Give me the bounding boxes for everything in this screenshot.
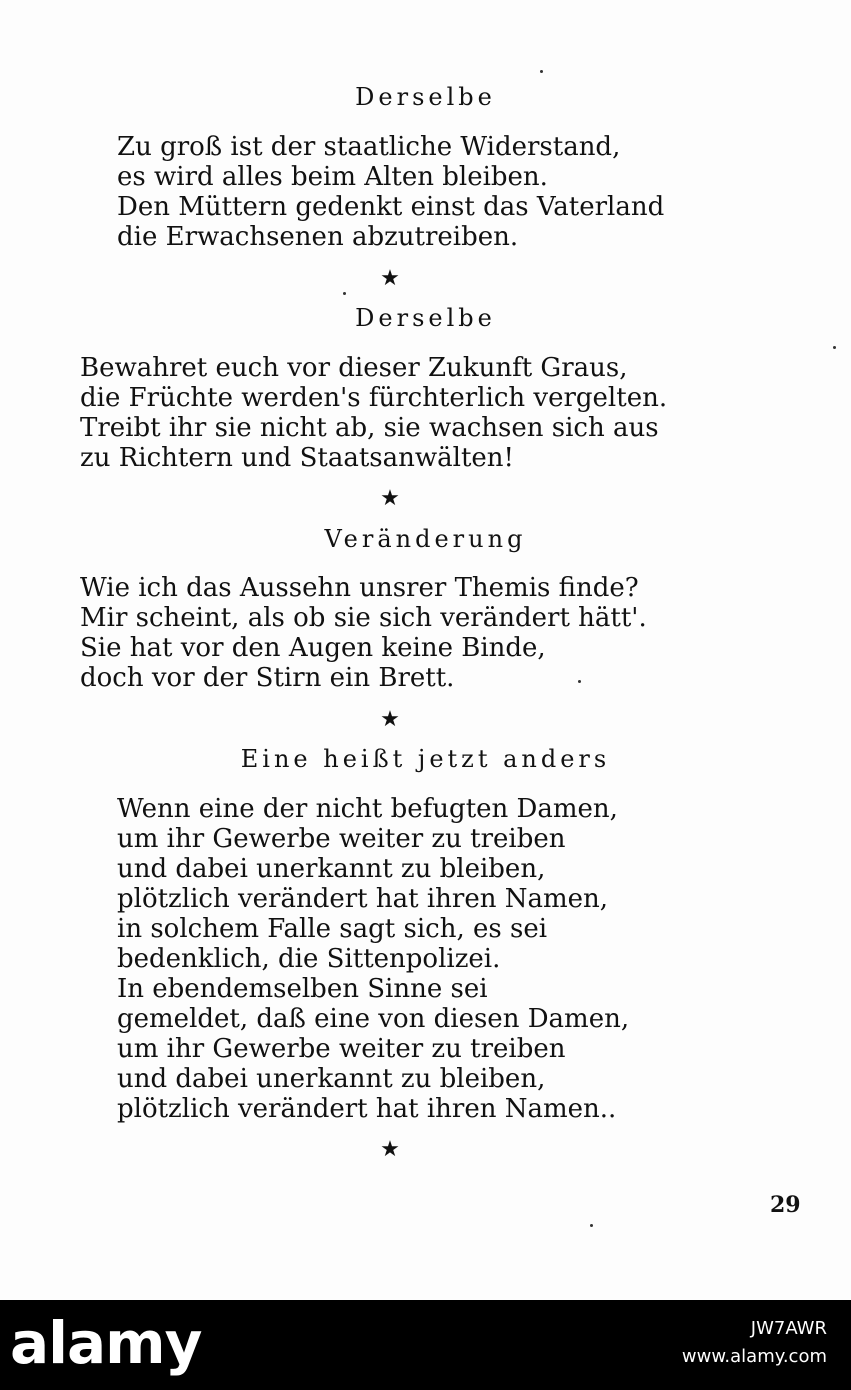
page-number: 29: [770, 1192, 801, 1218]
verse-line: Mir scheint, als ob sie sich verändert hätt'.: [80, 603, 647, 633]
verse-line: doch vor der Stirn ein Brett.: [80, 663, 455, 693]
site-url: www.alamy.com: [681, 1346, 827, 1367]
verse-line: und dabei unerkannt zu bleiben,: [117, 1064, 546, 1094]
verse-line: die Erwachsenen abzutreiben.: [117, 222, 519, 252]
poem-stanza: [80, 353, 667, 473]
star-separator-icon: ★: [380, 486, 400, 511]
poem-title: Derselbe: [355, 304, 496, 332]
verse-line: Treibt ihr sie nicht ab, sie wachsen sich aus: [80, 413, 659, 443]
verse-line: Bewahret euch vor dieser Zukunft Graus,: [80, 353, 628, 383]
verse-line: und dabei unerkannt zu bleiben,: [117, 854, 546, 884]
verse-line: Wenn eine der nicht befugten Damen,: [117, 794, 618, 824]
paper-speck: [590, 1224, 593, 1227]
verse-line: die Früchte werden's fürchterlich vergelten.: [80, 383, 668, 413]
image-id: JW7AWR: [750, 1318, 827, 1339]
verse-line: plötzlich verändert hat ihren Namen,: [117, 884, 609, 914]
poem-stanza: [80, 573, 647, 693]
star-separator-icon: ★: [380, 266, 400, 291]
verse-line: um ihr Gewerbe weiter zu treiben: [117, 1034, 566, 1064]
paper-speck: [540, 70, 543, 73]
paper-speck: [343, 292, 346, 295]
poem-title: Derselbe: [355, 83, 496, 111]
verse-line: Wie ich das Aussehn unsrer Themis finde?: [80, 573, 639, 603]
verse-line: gemeldet, daß eine von diesen Damen,: [117, 1004, 630, 1034]
verse-line: In ebendemselben Sinne sei: [117, 974, 488, 1004]
verse-line: Sie hat vor den Augen keine Binde,: [80, 633, 546, 663]
verse-line: es wird alles beim Alten bleiben.: [117, 162, 548, 192]
poem-title: Eine heißt jetzt anders: [240, 745, 611, 773]
paper-speck: [578, 680, 581, 683]
verse-line: Zu groß ist der staatliche Widerstand,: [117, 132, 621, 162]
star-separator-icon: ★: [380, 707, 400, 732]
verse-line: plötzlich verändert hat ihren Namen..: [117, 1094, 617, 1124]
paper-speck: [833, 346, 836, 349]
verse-line: Den Müttern gedenkt einst das Vaterland: [117, 192, 665, 222]
verse-line: um ihr Gewerbe weiter zu treiben: [117, 824, 566, 854]
star-separator-icon: ★: [380, 1137, 400, 1162]
watermark-banner: [0, 1300, 851, 1390]
brand-logo: alamy: [10, 1309, 202, 1377]
verse-line: zu Richtern und Staatsanwälten!: [80, 443, 514, 473]
poem-stanza: [117, 132, 664, 252]
verse-line: bedenklich, die Sittenpolizei.: [117, 944, 501, 974]
verse-line: in solchem Falle sagt sich, es sei: [117, 914, 548, 944]
poem-stanza: [117, 794, 629, 1124]
poem-title: Veränderung: [324, 525, 527, 553]
